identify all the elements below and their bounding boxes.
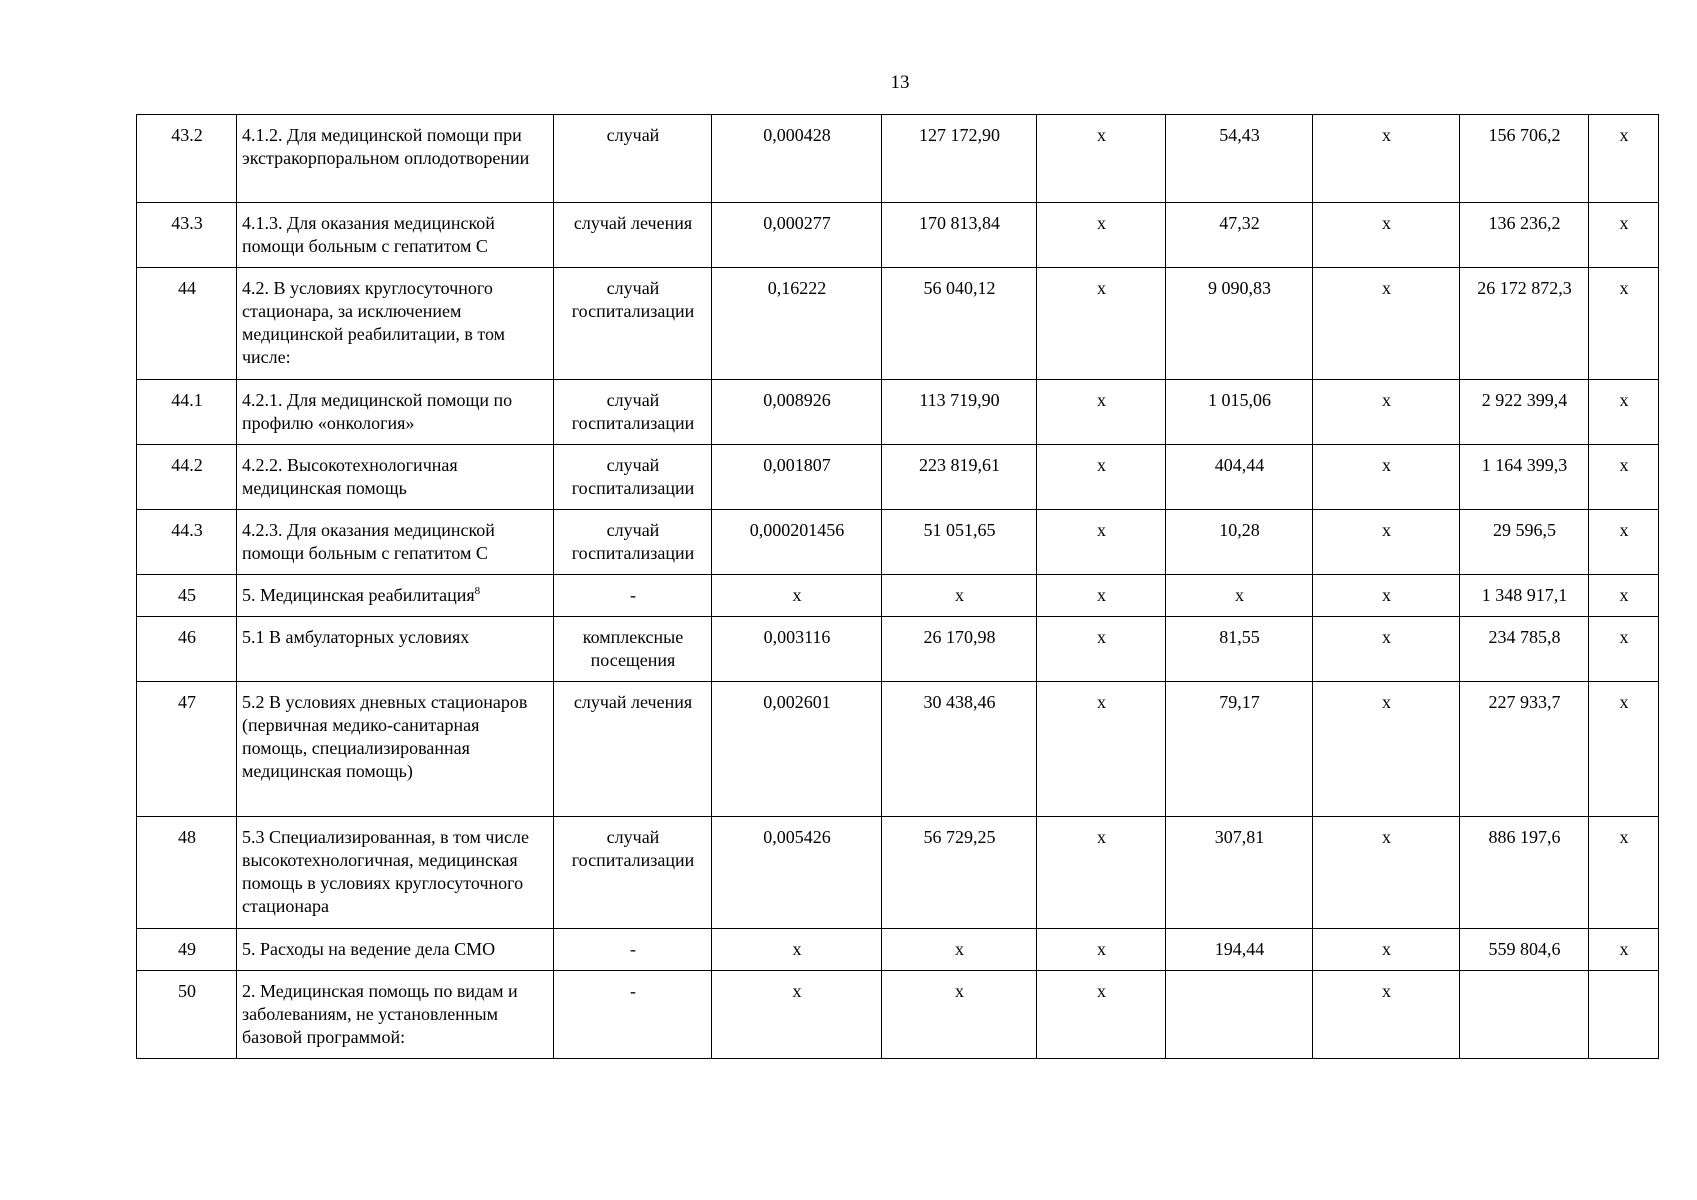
row-name-text: 4.1.3. Для оказания медицинской помощи больным с гепатитом С [242,213,495,256]
value-cell: 0,008926 [712,380,882,445]
value-cell: 0,000277 [712,203,882,268]
footnote-marker: 8 [474,585,481,597]
value-cell: 223 819,61 [882,445,1037,510]
row-name-text: 4.1.2. Для медицинской помощи при экстракорпоральном оплодотворении [242,125,530,168]
unit-cell: - [554,929,712,971]
value-cell: х [1037,817,1166,929]
unit-cell: - [554,575,712,617]
value-cell: х [882,575,1037,617]
row-number-cell: 44.3 [137,510,237,575]
value-cell: 47,32 [1166,203,1313,268]
table-body [137,115,1659,1059]
row-name-cell [237,203,554,268]
unit-cell: комплексные посещения [554,617,712,682]
row-number-cell: 46 [137,617,237,682]
value-cell: х [1589,510,1659,575]
value-cell: 26 172 872,3 [1460,268,1589,380]
value-cell: 0,002601 [712,682,882,817]
value-cell: х [712,929,882,971]
value-cell: 0,003116 [712,617,882,682]
value-cell: 227 933,7 [1460,682,1589,817]
value-cell: 10,28 [1166,510,1313,575]
value-cell: 56 040,12 [882,268,1037,380]
unit-cell: случай госпитализации [554,445,712,510]
unit-cell: случай [554,115,712,203]
row-name-text: 4.2.3. Для оказания медицинской помощи больным с гепатитом С [242,520,495,563]
value-cell: 0,16222 [712,268,882,380]
value-cell: 0,000428 [712,115,882,203]
value-cell: х [1037,380,1166,445]
value-cell: х [1313,817,1460,929]
unit-cell: случай госпитализации [554,380,712,445]
value-cell: х [1589,682,1659,817]
value-cell: 1 015,06 [1166,380,1313,445]
row-number-cell: 50 [137,971,237,1059]
value-cell: х [1313,445,1460,510]
value-cell: х [1589,445,1659,510]
value-cell: х [1313,929,1460,971]
table-row [137,682,1659,817]
row-name-text: 5.2 В условиях дневных стационаров (первичная медико-санитарная помощь, специализированная медицинская помощь) [242,692,528,781]
value-cell: х [1589,575,1659,617]
value-cell: х [1589,380,1659,445]
value-cell: х [882,971,1037,1059]
value-cell: 234 785,8 [1460,617,1589,682]
unit-cell: - [554,971,712,1059]
row-name-text: 5.3 Специализированная, в том числе высокотехнологичная, медицинская помощь в условиях круглосуточного стационара [242,827,530,916]
value-cell: 2 922 399,4 [1460,380,1589,445]
value-cell: 886 197,6 [1460,817,1589,929]
table-row [137,510,1659,575]
unit-cell: случай лечения [554,682,712,817]
value-cell: х [1037,268,1166,380]
value-cell: 29 596,5 [1460,510,1589,575]
value-cell: 0,005426 [712,817,882,929]
value-cell: 127 172,90 [882,115,1037,203]
unit-cell: случай госпитализации [554,268,712,380]
value-cell: х [1313,682,1460,817]
value-cell: 1 164 399,3 [1460,445,1589,510]
value-cell: х [1037,682,1166,817]
row-name-cell [237,817,554,929]
value-cell: х [1589,268,1659,380]
value-cell: 194,44 [1166,929,1313,971]
row-name-cell [237,575,554,617]
value-cell: 9 090,83 [1166,268,1313,380]
value-cell: х [1037,929,1166,971]
value-cell: х [1313,380,1460,445]
table-row [137,445,1659,510]
table-row [137,203,1659,268]
value-cell: 26 170,98 [882,617,1037,682]
value-cell: х [1589,617,1659,682]
value-cell: 56 729,25 [882,817,1037,929]
table-row [137,115,1659,203]
table-row [137,575,1659,617]
row-name-cell [237,510,554,575]
value-cell: х [1313,971,1460,1059]
row-name-text: 4.2. В условиях круглосуточного стационара, за исключением медицинской реабилитации, в том числе: [242,278,506,367]
value-cell: 51 051,65 [882,510,1037,575]
value-cell: 170 813,84 [882,203,1037,268]
row-name-text: 5. Расходы на ведение дела СМО [242,939,496,959]
value-cell: 0,001807 [712,445,882,510]
value-cell: х [882,929,1037,971]
value-cell: 404,44 [1166,445,1313,510]
value-cell: х [1313,617,1460,682]
value-cell: 559 804,6 [1460,929,1589,971]
value-cell [1166,971,1313,1059]
unit-cell: случай госпитализации [554,817,712,929]
value-cell: х [1037,115,1166,203]
value-cell: 156 706,2 [1460,115,1589,203]
row-number-cell: 48 [137,817,237,929]
row-number-cell: 43.3 [137,203,237,268]
value-cell: х [1589,817,1659,929]
table-row [137,971,1659,1059]
value-cell: 113 719,90 [882,380,1037,445]
row-name-text: 5.1 В амбулаторных условиях [242,627,470,647]
value-cell: 79,17 [1166,682,1313,817]
row-name-cell [237,617,554,682]
row-number-cell: 44.2 [137,445,237,510]
row-name-cell [237,929,554,971]
value-cell: х [1589,115,1659,203]
unit-cell: случай госпитализации [554,510,712,575]
value-cell: х [1037,510,1166,575]
value-cell: 1 348 917,1 [1460,575,1589,617]
value-cell: х [1037,203,1166,268]
table-row [137,617,1659,682]
value-cell: 0,000201456 [712,510,882,575]
unit-cell: случай лечения [554,203,712,268]
value-cell: х [1037,617,1166,682]
row-number-cell: 43.2 [137,115,237,203]
value-cell: х [1589,203,1659,268]
value-cell: х [1166,575,1313,617]
value-cell: х [1589,929,1659,971]
value-cell: 307,81 [1166,817,1313,929]
data-table [136,114,1659,1059]
row-name-cell [237,268,554,380]
row-name-cell [237,682,554,817]
value-cell: х [1313,268,1460,380]
value-cell [1589,971,1659,1059]
value-cell: 136 236,2 [1460,203,1589,268]
row-name-text: 2. Медицинская помощь по видам и заболеваниям, не установленным базовой программой: [242,981,518,1047]
page-number: 13 [890,72,910,93]
row-name-cell [237,445,554,510]
row-number-cell: 45 [137,575,237,617]
row-name-cell [237,380,554,445]
value-cell: х [712,971,882,1059]
table-row [137,817,1659,929]
row-name-text: 4.2.2. Высокотехнологичная медицинская помощь [242,455,458,498]
row-number-cell: 49 [137,929,237,971]
row-number-cell: 47 [137,682,237,817]
table-row [137,268,1659,380]
row-name-text: 4.2.1. Для медицинской помощи по профилю «онкология» [242,390,513,433]
row-name-cell [237,971,554,1059]
value-cell: 81,55 [1166,617,1313,682]
value-cell: х [712,575,882,617]
row-name-text: 5. Медицинская реабилитация [242,585,475,605]
row-number-cell: 44.1 [137,380,237,445]
table-row [137,929,1659,971]
value-cell: х [1037,445,1166,510]
value-cell: х [1313,115,1460,203]
value-cell [1460,971,1589,1059]
value-cell: х [1037,971,1166,1059]
row-number-cell: 44 [137,268,237,380]
value-cell: 30 438,46 [882,682,1037,817]
value-cell: 54,43 [1166,115,1313,203]
value-cell: х [1313,575,1460,617]
table-row [137,380,1659,445]
value-cell: х [1037,575,1166,617]
value-cell: х [1313,203,1460,268]
row-name-cell [237,115,554,203]
value-cell: х [1313,510,1460,575]
